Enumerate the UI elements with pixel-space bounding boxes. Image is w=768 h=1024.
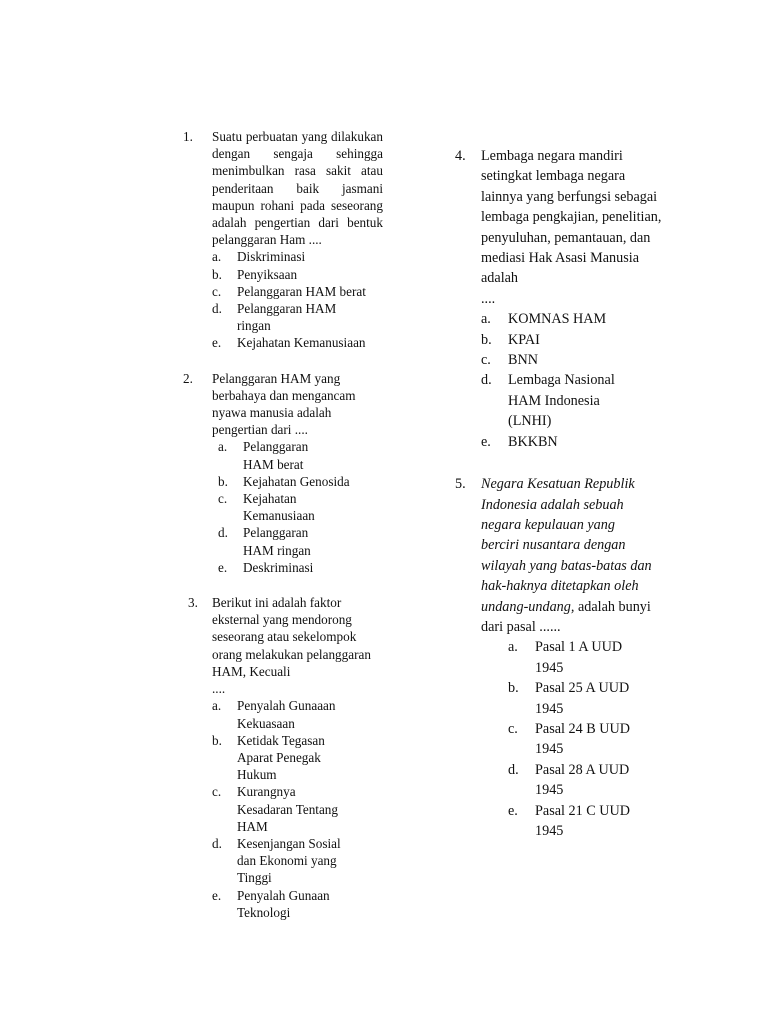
option-text: Kesenjangan Sosial dan Ekonomi yang Tinggi [237, 835, 341, 886]
option-item[interactable] [212, 697, 342, 731]
question-5-stem-italic: Negara Kesatuan Republik Indonesia adalah sebuah negara kepulauan yang berciri nusantara dengan wilayah yang batas-batas dan hak-haknya ditetapkan oleh undang-undang, [481, 476, 652, 615]
option-letter: d. [481, 372, 492, 389]
question-3 [183, 594, 383, 921]
option-letter: b. [508, 680, 519, 697]
question-2-number: 2. [183, 370, 193, 386]
question-3-number: 3. [188, 595, 198, 611]
option-item[interactable] [212, 783, 354, 835]
option-letter: e. [218, 559, 228, 575]
option-text: Pasal 28 A UUD 1945 [535, 761, 630, 799]
option-letter: b. [481, 331, 492, 348]
option-item[interactable] [508, 801, 630, 842]
option-letter: a. [212, 698, 222, 714]
option-letter: c. [212, 283, 222, 299]
option-text: Pelanggaran HAM ringan [237, 301, 337, 334]
option-item[interactable] [212, 248, 383, 265]
option-text: Kejahatan Kemanusiaan [243, 491, 315, 524]
question-4-options [481, 309, 670, 452]
question-5-options [508, 637, 670, 841]
option-text: Pelanggaran HAM ringan [243, 525, 311, 558]
option-letter: e. [212, 887, 222, 903]
option-text: Pelanggaran HAM berat [243, 439, 309, 472]
option-item[interactable] [481, 350, 670, 370]
option-item[interactable] [508, 760, 630, 801]
option-text: BKKBN [508, 433, 558, 450]
question-3-head [183, 594, 383, 697]
question-1-stem: Suatu perbuatan yang dilakukan dengan sengaja sehingga menimbulkan rasa sakit atau penderitaan baik jasmani maupun rohani pada seseorang adalah pengertian dari bentuk pelanggaran Ham .... [212, 129, 383, 248]
option-item[interactable] [481, 432, 670, 452]
option-letter: a. [218, 439, 228, 455]
option-item[interactable] [212, 887, 332, 921]
question-4 [455, 146, 670, 452]
option-letter: b. [212, 266, 222, 282]
option-letter: b. [212, 732, 222, 748]
option-item[interactable] [212, 266, 383, 283]
option-text: Kurangnya Kesadaran Tentang HAM [237, 784, 338, 834]
option-letter: a. [508, 639, 518, 656]
option-text: Ketidak Tegasan Aparat Penegak Hukum [237, 732, 325, 783]
option-item[interactable] [212, 334, 383, 351]
question-2 [183, 370, 383, 576]
option-text: Penyalah Gunaan Teknologi [237, 887, 330, 920]
option-letter: c. [212, 784, 222, 800]
option-text: Pelanggaran HAM berat [237, 283, 366, 299]
option-text: Lembaga Nasional HAM Indonesia (LNHI) [508, 372, 615, 430]
option-item[interactable] [481, 370, 646, 431]
option-text: Pasal 21 C UUD 1945 [535, 802, 630, 839]
option-item[interactable] [212, 300, 340, 334]
option-letter: d. [508, 761, 519, 778]
question-4-stem: Lembaga negara mandiri setingkat lembaga negara lainnya yang berfungsi sebagai lembaga pengkajian, penelitian, penyuluhan, pemantauan, dan mediasi Hak Asasi Manusia adalah [481, 148, 662, 287]
option-letter: c. [481, 352, 491, 369]
option-item[interactable] [212, 835, 362, 887]
option-text: Pasal 24 B UUD 1945 [535, 720, 630, 758]
option-letter: d. [218, 525, 228, 541]
left-column [183, 128, 383, 934]
option-text: Pasal 25 A UUD 1945 [535, 680, 630, 717]
question-5-stem [481, 474, 653, 637]
right-column [455, 146, 670, 854]
option-letter: e. [508, 802, 518, 819]
question-1-options [212, 248, 383, 351]
option-text: Penyiksaan [237, 266, 298, 282]
option-letter: d. [212, 835, 222, 851]
option-item[interactable] [508, 637, 626, 678]
question-4-ellipsis: .... [481, 290, 496, 307]
option-letter: a. [212, 249, 222, 265]
question-2-options [218, 438, 383, 576]
option-text: Kejahatan Kemanusiaan [237, 335, 366, 351]
question-3-options [212, 697, 383, 921]
question-5-stem-roman: adalah bunyi dari pasal ...... [481, 598, 651, 635]
option-letter: d. [212, 301, 222, 317]
option-text: KOMNAS HAM [508, 311, 607, 328]
option-item[interactable] [212, 283, 383, 300]
question-1-head [183, 128, 383, 248]
question-1-number: 1. [183, 129, 193, 144]
question-2-stem: Pelanggaran HAM yang berbahaya dan mengancam nyawa manusia adalah pengertian dari .... [212, 370, 356, 438]
option-item[interactable] [218, 524, 340, 558]
question-4-head [455, 146, 670, 309]
question-5-head [455, 474, 670, 637]
question-1 [183, 128, 383, 352]
question-4-number: 4. [455, 148, 466, 164]
option-item[interactable] [481, 309, 670, 329]
option-item[interactable] [218, 559, 383, 576]
option-letter: e. [212, 335, 222, 351]
option-item[interactable] [508, 719, 630, 760]
option-text: Pasal 1 A UUD 1945 [535, 639, 623, 676]
question-5-number: 5. [455, 476, 466, 493]
option-letter: a. [481, 311, 491, 328]
option-text: Penyalah Gunaaan Kekuasaan [237, 698, 336, 731]
option-item[interactable] [218, 438, 338, 472]
option-item[interactable] [508, 678, 630, 719]
option-letter: c. [508, 720, 518, 737]
question-3-ellipsis: .... [212, 681, 226, 697]
option-text: Deskriminasi [243, 559, 314, 575]
option-letter: e. [481, 433, 491, 450]
question-2-head [183, 370, 383, 439]
option-letter: c. [218, 491, 228, 507]
question-5 [455, 474, 670, 841]
option-item[interactable] [218, 490, 314, 524]
option-text: Diskriminasi [237, 249, 306, 265]
option-item[interactable] [212, 732, 362, 784]
option-letter: b. [218, 473, 228, 489]
option-text: Kejahatan Genosida [243, 473, 350, 489]
option-text: KPAI [508, 331, 540, 348]
option-item[interactable] [218, 473, 383, 490]
option-item[interactable] [481, 330, 670, 350]
option-text: BNN [508, 352, 538, 369]
question-3-stem: Berikut ini adalah faktor eksternal yang mendorong seseorang atau sekelompok orang melakukan pelanggaran HAM, Kecuali [212, 595, 371, 679]
